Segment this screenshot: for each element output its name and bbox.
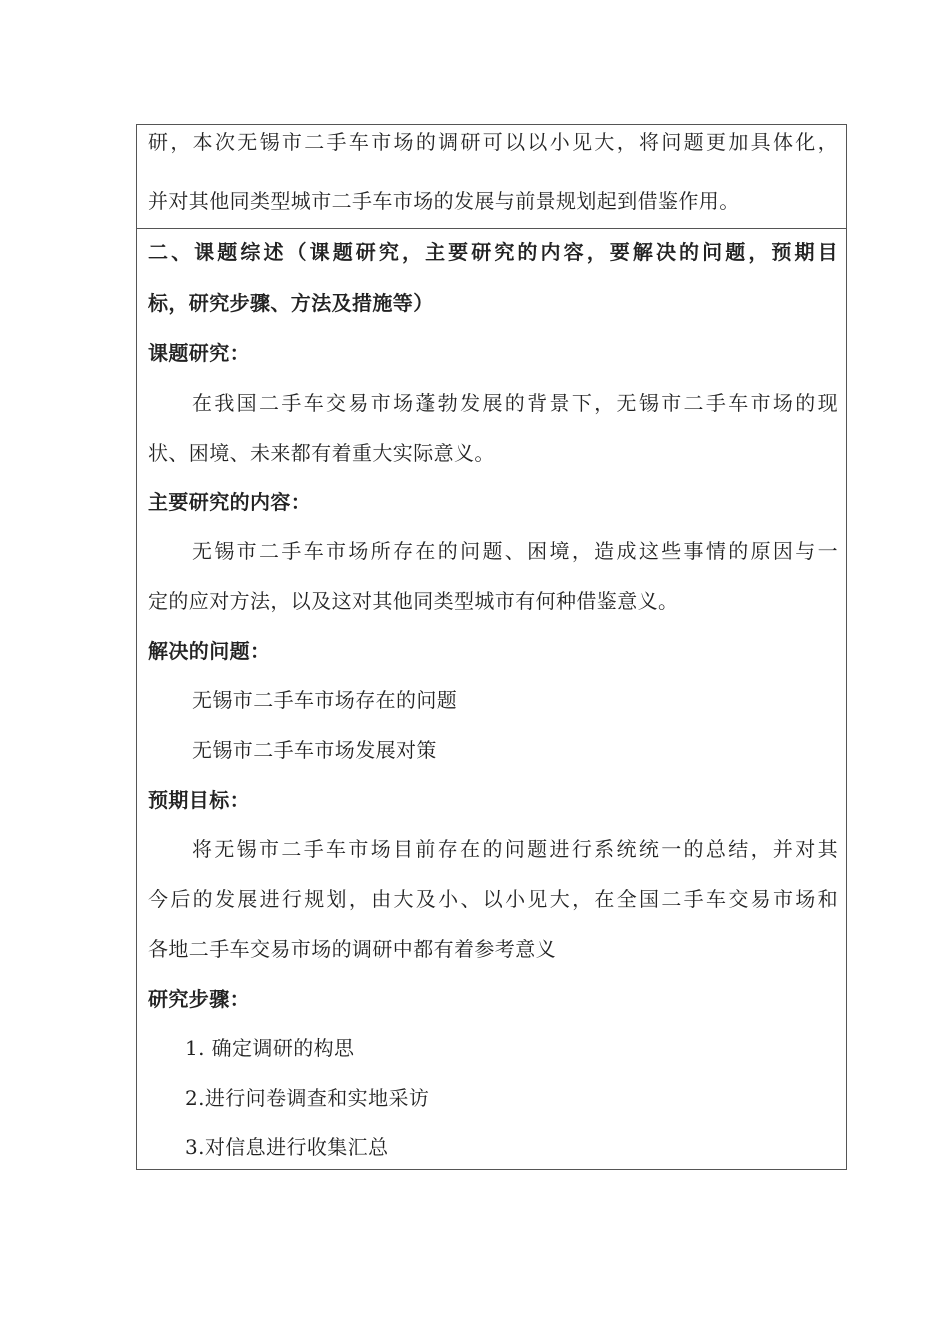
list-item: 无锡市二手车市场发展对策	[192, 738, 437, 762]
subheading-steps: 研究步骤：	[148, 987, 250, 1011]
list-item: 1. 确定调研的构思	[185, 1036, 355, 1060]
table-cell-previous-section	[137, 125, 846, 229]
subheading-main-content: 主要研究的内容：	[148, 490, 312, 514]
section-heading: 标，研究步骤、方法及措施等）	[148, 291, 434, 315]
subheading-goals: 预期目标：	[148, 788, 250, 812]
subheading-problems: 解决的问题：	[148, 639, 271, 663]
paragraph-line: 定的应对方法，以及这对其他同类型城市有何种借鉴意义。	[148, 589, 679, 613]
list-item: 无锡市二手车市场存在的问题	[192, 688, 458, 712]
paragraph-line: 各地二手车交易市场的调研中都有着参考意义	[148, 937, 556, 961]
list-item: 3.对信息进行收集汇总	[185, 1135, 389, 1159]
proposal-table	[136, 124, 847, 1170]
paragraph-line: 并对其他同类型城市二手车市场的发展与前景规划起到借鉴作用。	[148, 189, 740, 213]
paragraph-line: 状、困境、未来都有着重大实际意义。	[148, 441, 495, 465]
subheading-research: 课题研究：	[148, 341, 250, 365]
paragraph-line: 今后的发展进行规划，由大及小、以小见大，在全国二手车交易市场和	[148, 887, 838, 911]
section-heading: 二、课题综述（课题研究，主要研究的内容，要解决的问题，预期目	[148, 240, 838, 264]
paragraph-line: 无锡市二手车市场所存在的问题、困境，造成这些事情的原因与一	[192, 539, 838, 563]
list-item: 2.进行问卷调查和实地采访	[185, 1086, 430, 1110]
paragraph-line: 研，本次无锡市二手车市场的调研可以以小见大，将问题更加具体化，	[148, 130, 838, 154]
paragraph-line: 将无锡市二手车市场目前存在的问题进行系统统一的总结，并对其	[192, 837, 838, 861]
paragraph-line: 在我国二手车交易市场蓬勃发展的背景下，无锡市二手车市场的现	[192, 391, 838, 415]
